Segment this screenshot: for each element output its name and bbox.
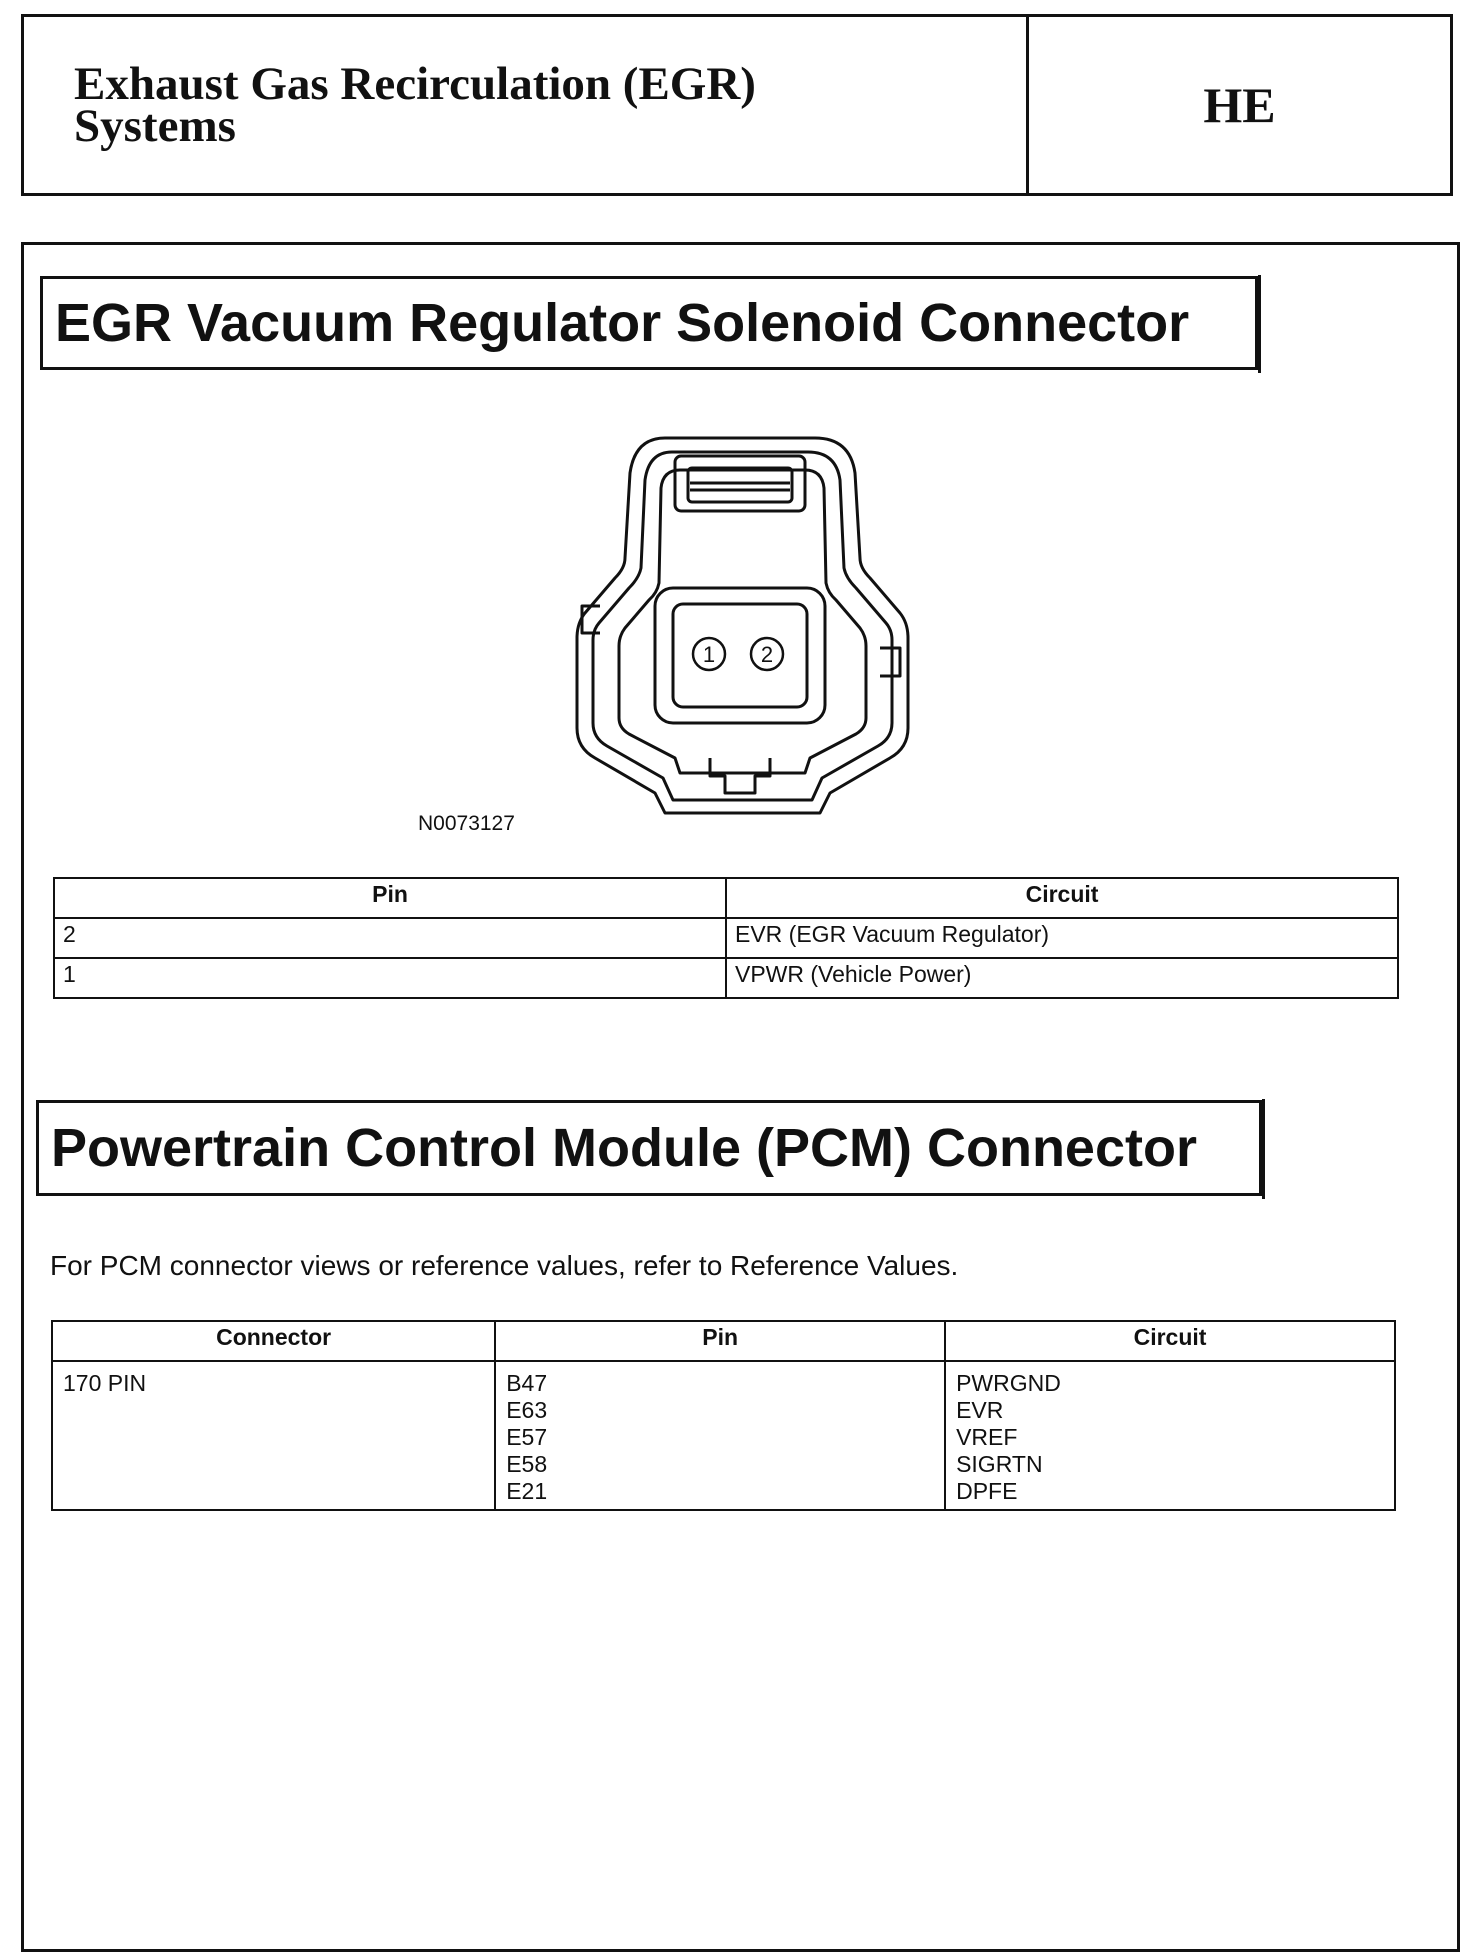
egr-pin-table: [53, 877, 1399, 999]
circuit-value: VREF: [956, 1424, 1018, 1450]
connector-cell: 170 PIN: [52, 1361, 495, 1510]
pin-2: [751, 638, 783, 670]
latch-inner: [688, 468, 792, 502]
document-title: [74, 58, 994, 152]
column-header-pin: Pin: [54, 878, 726, 918]
column-header-circuit: Circuit: [726, 878, 1398, 918]
circuit-cell: VPWR (Vehicle Power): [726, 958, 1398, 998]
pin-value: E57: [506, 1424, 548, 1450]
egr-section-heading: EGR Vacuum Regulator Solenoid Connector: [40, 276, 1258, 370]
egr-connector-diagram: [560, 428, 920, 828]
connector-inner-shell: [593, 452, 892, 800]
pin-cell: 2: [54, 918, 726, 958]
pin-cell: [495, 1361, 945, 1510]
column-header-circuit: Circuit: [945, 1321, 1395, 1361]
pin-value: E58: [506, 1451, 548, 1477]
circuit-value: SIGRTN: [956, 1451, 1043, 1477]
pin-cell: 1: [54, 958, 726, 998]
document-title-line2: Systems: [74, 100, 236, 152]
table-row: [54, 918, 1398, 958]
column-header-connector: Connector: [52, 1321, 495, 1361]
left-lock-tab: [582, 606, 600, 633]
table-row: [52, 1361, 1395, 1510]
pin-housing-outer: [655, 588, 825, 723]
table-header-row: [54, 878, 1398, 918]
circuit-cell: [945, 1361, 1395, 1510]
circuit-value: PWRGND: [956, 1370, 1061, 1396]
pin-1-label: 1: [702, 642, 716, 667]
column-header-pin: Pin: [495, 1321, 945, 1361]
table-header-row: [52, 1321, 1395, 1361]
circuit-value: EVR: [956, 1397, 1004, 1423]
table-row: [54, 958, 1398, 998]
right-lock-tab: [880, 648, 900, 676]
pcm-section-heading: Powertrain Control Module (PCM) Connector: [36, 1100, 1262, 1196]
document-header: [21, 14, 1453, 196]
pcm-reference-note: For PCM connector views or reference values, refer to Reference Values.: [50, 1250, 959, 1281]
circuit-cell: EVR (EGR Vacuum Regulator): [726, 918, 1398, 958]
bottom-key: [710, 758, 770, 793]
pin-value: E63: [506, 1397, 548, 1423]
pcm-pin-table: [51, 1320, 1396, 1511]
pin-2-label: 2: [760, 642, 774, 667]
pin-value: B47: [506, 1370, 548, 1396]
figure-id: N0073127: [418, 812, 515, 835]
pin-1: [693, 638, 725, 670]
document-title-line1: Exhaust Gas Recirculation (EGR): [74, 58, 756, 110]
section-code: HE: [1203, 77, 1276, 133]
circuit-value: DPFE: [956, 1478, 1018, 1504]
pin-value: E21: [506, 1478, 548, 1504]
